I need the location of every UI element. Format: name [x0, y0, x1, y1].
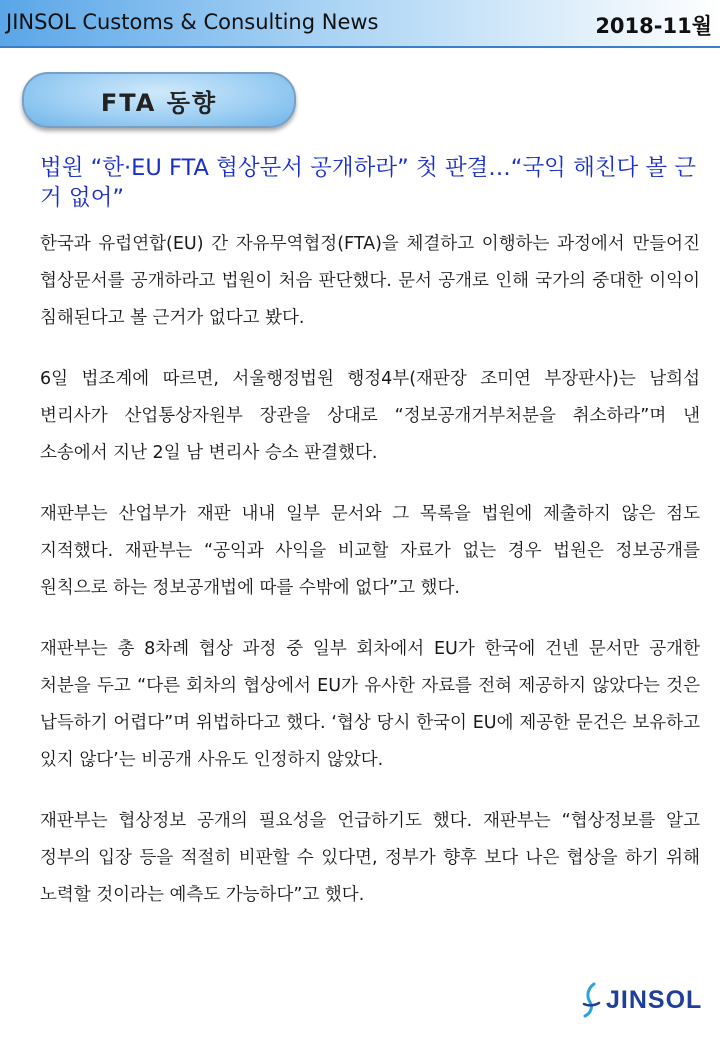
article-paragraph: 재판부는 총 8차례 협상 과정 중 일부 회차에서 EU가 한국에 건넨 문서만 공개한 처분을 두고 “다른 회차의 협상에서 EU가 유사한 자료를 전혀 제공하지 않았다는 것은 납득하기 어렵다”며 위법하다고 했다. ‘협상 당시 한국이 EU에 제공한 문건은 보유하고 있지 않다’는 비공개 사유도 인정하지 않았다. [40, 639, 700, 770]
newsletter-title: JINSOL Customs & Consulting News [6, 10, 379, 34]
newsletter-header [0, 0, 720, 48]
article-paragraph: 한국과 유럽연합(EU) 간 자유무역협정(FTA)을 체결하고 이행하는 과정에서 만들어진 협상문서를 공개하라고 법원이 처음 판단했다. 문서 공개로 인해 국가의 중대한 이익이 침해된다고 볼 근거가 없다고 봤다. [40, 234, 700, 328]
article-headline: 법원 “한·EU FTA 협상문서 공개하라” 첫 판결…“국익 해친다 볼 근거 없어” [40, 155, 697, 211]
article-paragraph: 재판부는 협상정보 공개의 필요성을 언급하기도 했다. 재판부는 “협상정보를 알고 정부의 입장 등을 적절히 비판할 수 있다면, 정부가 향후 보다 나은 협상을 하기 위해 노력할 것이라는 예측도 가능하다”고 했다. [40, 811, 700, 905]
article-paragraph: 6일 법조계에 따르면, 서울행정법원 행정4부(재판장 조미연 부장판사)는 남희섭 변리사가 산업통상자원부 장관을 상대로 “정보공개거부처분을 취소하라”며 낸 소송에서 지난 2일 남 변리사 승소 판결했다. [40, 369, 700, 463]
jinsol-logo [580, 982, 712, 1018]
section-label: FTA 동향 [100, 88, 218, 117]
article-paragraph: 재판부는 산업부가 재판 내내 일부 문서와 그 목록을 법원에 제출하지 않은 점도 지적했다. 재판부는 “공익과 사익을 비교할 자료가 없는 경우 법원은 정보공개를 원칙으로 하는 정보공개법에 따를 수밖에 없다”고 했다. [40, 504, 700, 598]
logo-wordmark: JINSOL [606, 986, 703, 1014]
issue-date: 2018-11월 [595, 14, 712, 38]
section-label-badge [22, 72, 296, 128]
logo-mark-icon [580, 982, 602, 1018]
article-body [40, 226, 700, 938]
